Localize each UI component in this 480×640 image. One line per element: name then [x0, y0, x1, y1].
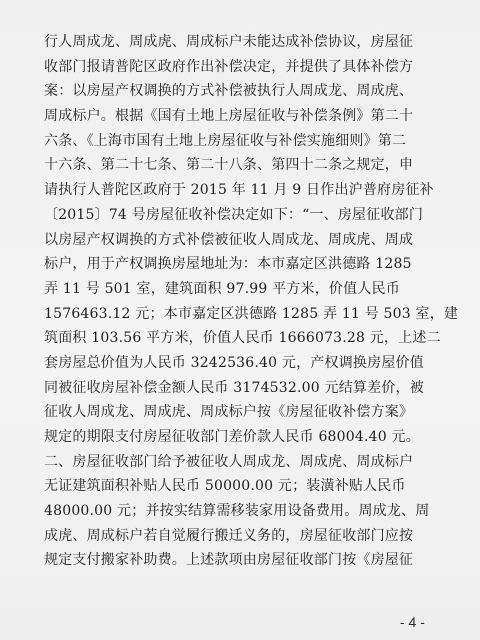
text-line: 标户，用于产权调换房屋地址为：本市嘉定区洪德路 1285 — [44, 256, 412, 273]
text-line: 案：以房屋产权调换的方式补偿被执行人周成龙、周成虎、 — [44, 83, 414, 100]
text-line: 规定的期限支付房屋征收部门差价款人民币 68004.40 元。 — [44, 429, 420, 445]
text-line: 二、房屋征收部门给予被征收人周成龙、周成虎、周成标户 — [44, 453, 414, 470]
document-body — [44, 30, 460, 573]
text-line: 成虎、周成标户若自觉履行搬迁义务的，房屋征收部门应按 — [44, 527, 414, 544]
text-line: 弄 11 号 501 室，建筑面积 97.99 平方米，价值人民币 — [44, 280, 400, 297]
text-line: 同被征收房屋补偿金额人民币 3174532.00 元结算差价，被 — [44, 379, 424, 396]
text-line: 筑面积 103.56 平方米，价值人民币 1666073.28 元，上述二 — [44, 330, 441, 347]
text-line: 周成标户。根据《国有土地上房屋征收与补偿条例》第二十 — [44, 108, 414, 125]
text-line: 收部门报请普陀区政府作出补偿决定，并提供了具体补偿方 — [44, 58, 414, 75]
text-line: 六条、《上海市国有土地上房屋征收与补偿实施细则》第二 — [44, 132, 407, 149]
text-line: 套房屋总价值为人民币 3242536.40 元，产权调换房屋价值 — [44, 354, 424, 371]
text-line: 48000.00 元；并按实结算需移装家用设备费用。周成龙、周 — [44, 503, 430, 520]
text-line: 规定支付搬家补助费。上述款项由房屋征收部门按《房屋征 — [44, 552, 414, 569]
text-line: 征收人周成龙、周成虎、周成标户按《房屋征收补偿方案》 — [44, 404, 414, 421]
text-line: 十六条、第二十七条、第二十八条、第四十二条之规定，申 — [44, 157, 414, 174]
text-line: 无证建筑面积补贴人民币 50000.00 元；装潢补贴人民币 — [44, 478, 406, 495]
text-line: 1576463.12 元；本市嘉定区洪德路 1285 弄 11 号 503 室，建 — [44, 305, 459, 322]
text-line: 〔2015〕74 号房屋征收补偿决定如下：“一、房屋征收部门 — [44, 206, 424, 223]
text-line: 请执行人普陀区政府于 2015 年 11 月 9 日作出沪普府房征补 — [44, 182, 434, 199]
text-line: 行人周成龙、周成虎、周成标户未能达成补偿协议，房屋征 — [44, 34, 414, 50]
page-number: - 4 - — [400, 614, 425, 630]
text-line: 以房屋产权调换的方式补偿被征收人周成龙、周成虎、周成 — [44, 231, 414, 248]
